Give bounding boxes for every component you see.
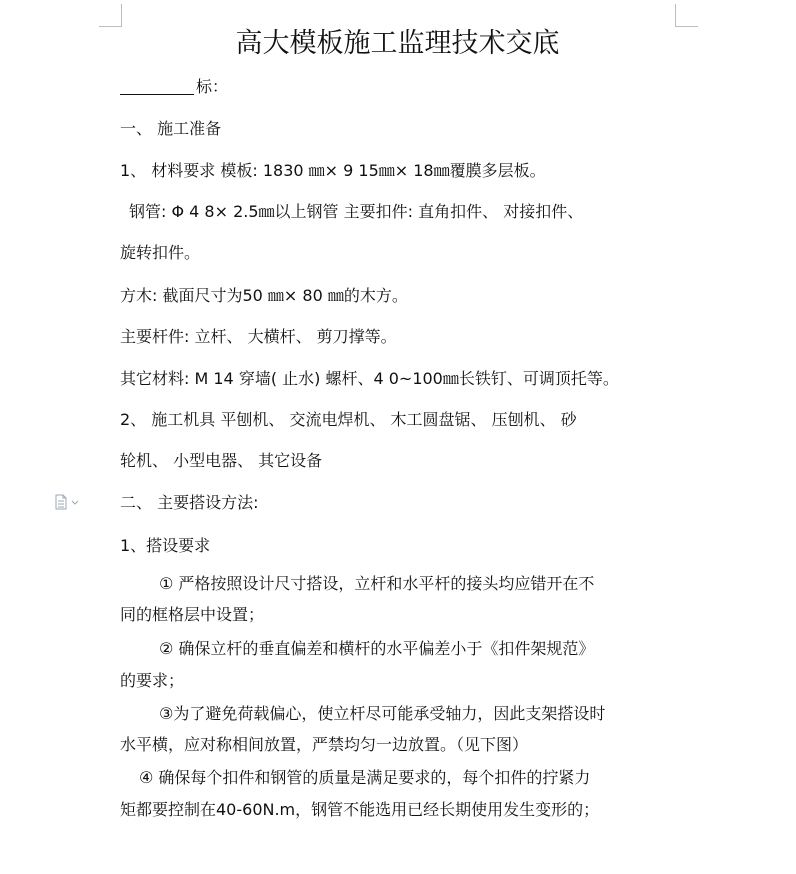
bid-label: 标： <box>196 77 229 96</box>
margin-corner-top-right <box>675 4 698 27</box>
paragraph-line: 方木: 截面尺寸为50 ㎜× 80 ㎜的木方。 <box>120 286 408 305</box>
paragraph-line: ③为了避免荷载偏心，使立杆尽可能承受轴力，因此支架搭设时 <box>159 704 606 723</box>
document-title: 高大模板施工监理技术交底 <box>235 28 560 59</box>
section-heading-1: 一、 施工准备 <box>120 119 222 138</box>
paragraph-line: 其它材料: M 14 穿墙( 止水) 螺杆、4 0~100㎜长铁钉、可调顶托等。 <box>120 369 619 388</box>
paragraph-line: 1、 材料要求 模板: 1830 ㎜× 9 15㎜× 18㎜覆膜多层板。 <box>120 161 546 180</box>
paragraph-line: 矩都要控制在40-60N.m，钢管不能选用已经长期使用发生变形的； <box>120 800 600 819</box>
bid-line <box>120 76 228 98</box>
paragraph-line: 水平横，应对称相间放置，严禁均匀一边放置。（见下图） <box>120 735 529 754</box>
paragraph-line: ② 确保立杆的垂直偏差和横杆的水平偏差小于《扣件架规范》 <box>159 639 595 658</box>
subsection-heading: 1、搭设要求 <box>120 536 211 555</box>
section-heading-2: 二、 主要搭设方法: <box>120 493 259 512</box>
paragraph-line: 同的框格层中设置； <box>120 605 265 624</box>
paragraph-line: 钢管: Φ 4 8× 2.5㎜以上钢管 主要扣件: 直角扣件、 对接扣件、 <box>129 202 584 221</box>
margin-corner-top-left <box>99 4 122 27</box>
paragraph-line: 的要求； <box>120 671 185 690</box>
paragraph-line: 2、 施工机具 平刨机、 交流电焊机、 木工圆盘锯、 压刨机、 砂 <box>120 410 577 429</box>
paragraph-line: 主要杆件: 立杆、 大横杆、 剪刀撑等。 <box>120 327 397 346</box>
paragraph-line: 轮机、 小型电器、 其它设备 <box>120 451 323 470</box>
fill-in-blank[interactable] <box>120 78 194 95</box>
document-icon[interactable] <box>54 494 82 510</box>
paragraph-line: 旋转扣件。 <box>120 243 201 262</box>
paragraph-line: ④ 确保每个扣件和钢管的质量是满足要求的，每个扣件的拧紧力 <box>139 768 591 787</box>
paragraph-line: ① 严格按照设计尺寸搭设，立杆和水平杆的接头均应错开在不 <box>159 574 595 593</box>
